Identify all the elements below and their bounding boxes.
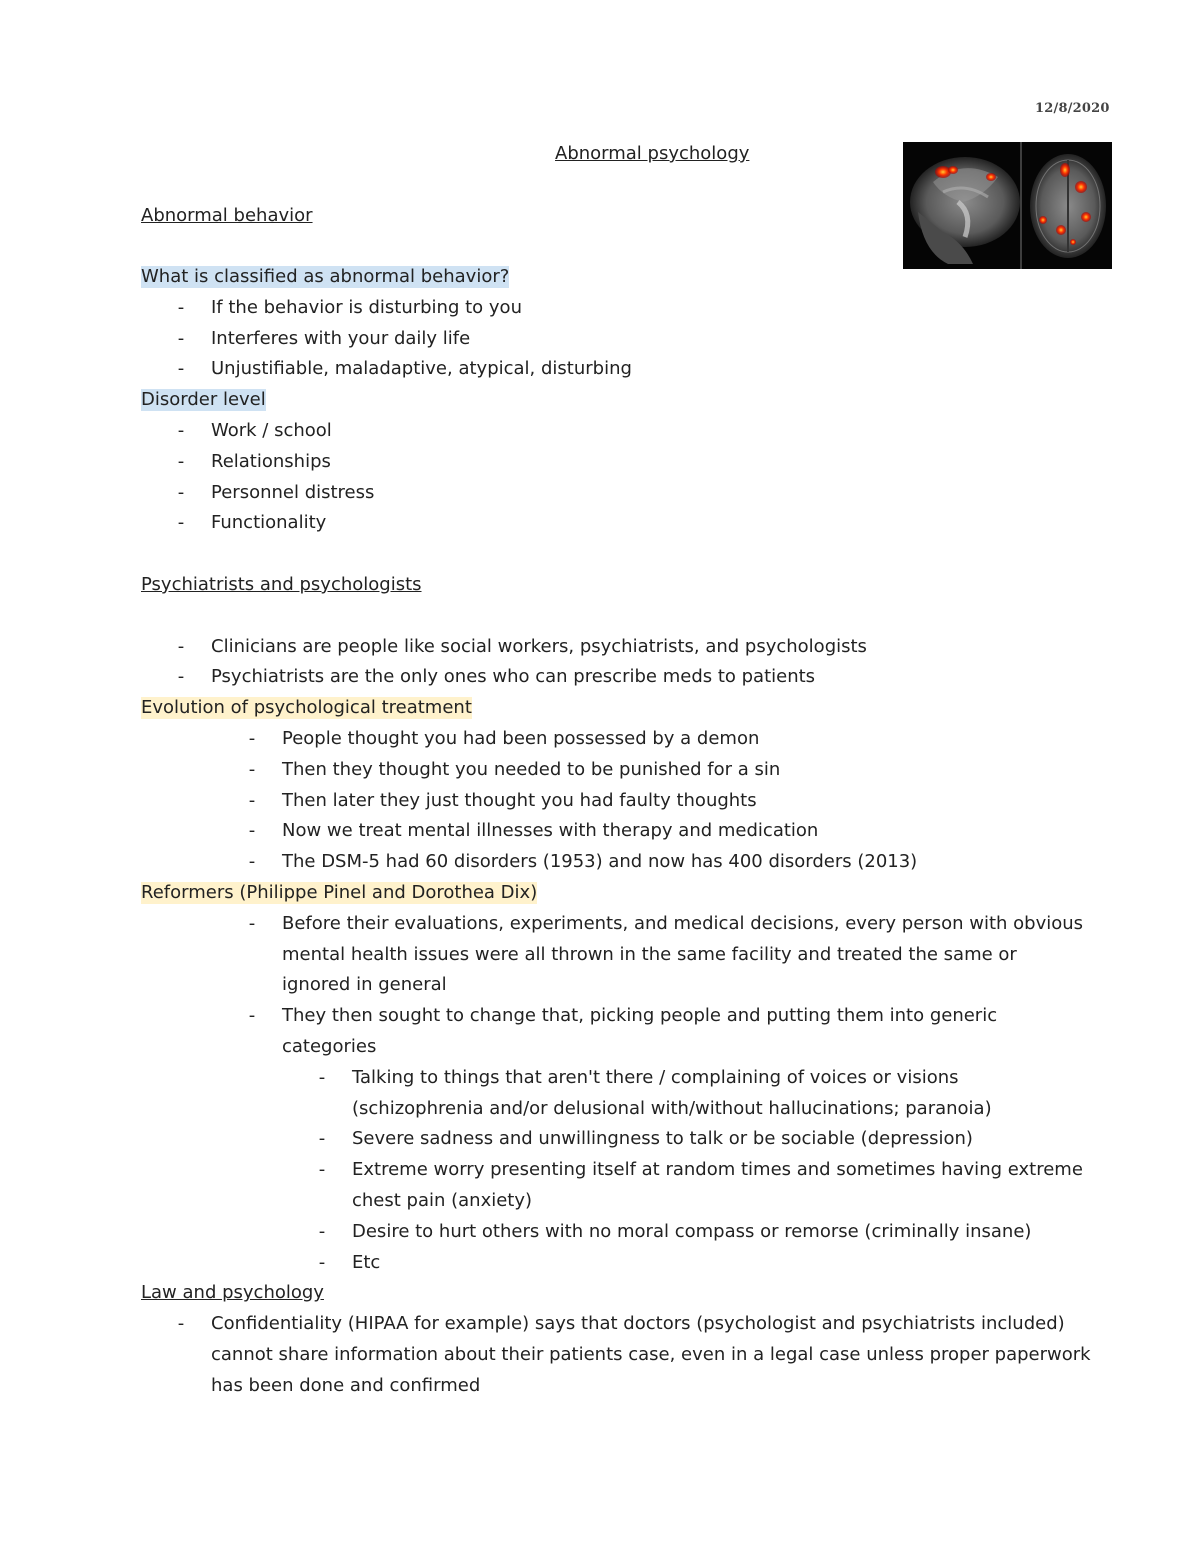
bullet-dash: - [177, 512, 185, 534]
list-item-text: Now we treat mental illnesses with therapy and medication [282, 820, 819, 842]
bullet-dash: - [177, 481, 185, 503]
list-item-text: Etc [352, 1251, 381, 1273]
list-item-text: Talking to things that aren't there / complaining of voices or visions [352, 1066, 959, 1088]
bullet-dash: - [318, 1066, 326, 1088]
bullet-dash: - [177, 666, 185, 688]
list-item-text: cannot share information about their patients case, even in a legal case unless proper paperwork [211, 1343, 1091, 1365]
list-item-text: Functionality [211, 512, 327, 534]
list-item-text: mental health issues were all thrown in the same facility and treated the same or [282, 943, 1017, 965]
list-item-text: They then sought to change that, picking people and putting them into generic [282, 1005, 998, 1027]
list-item-text: Then later they just thought you had faulty thoughts [282, 789, 757, 811]
bullet-dash: - [177, 1313, 185, 1335]
section-heading-evolution: Evolution of psychological treatment [141, 697, 472, 719]
bullet-dash: - [248, 851, 256, 873]
bullet-dash: - [177, 450, 185, 472]
section-heading-law: Law and psychology [141, 1282, 324, 1304]
list-item-text: Extreme worry presenting itself at random times and sometimes having extreme [352, 1159, 1083, 1181]
section-heading-psychiatrists: Psychiatrists and psychologists [141, 574, 422, 595]
list-item-text: Before their evaluations, experiments, and medical decisions, every person with obvious [282, 912, 1084, 934]
document-title: Abnormal psychology [555, 143, 750, 164]
section-heading-what-is: What is classified as abnormal behavior? [141, 266, 510, 287]
list-item-text: If the behavior is disturbing to you [211, 296, 522, 318]
list-item-text: chest pain (anxiety) [352, 1189, 533, 1211]
bullet-dash: - [248, 912, 256, 934]
bullet-dash: - [248, 758, 256, 780]
list-item-text: Severe sadness and unwillingness to talk or be sociable (depression) [352, 1128, 973, 1150]
bullet-dash: - [248, 728, 256, 749]
list-item-text: has been done and confirmed [211, 1374, 481, 1396]
bullet-dash: - [177, 327, 185, 349]
section-heading-abnormal-behavior: Abnormal behavior [141, 205, 313, 226]
list-item-text: Personnel distress [211, 481, 375, 503]
brain-scan-image [903, 142, 1112, 269]
list-item-text: Unjustifiable, maladaptive, atypical, disturbing [211, 358, 632, 380]
bullet-dash: - [318, 1159, 326, 1181]
list-item-text: Interferes with your daily life [211, 327, 471, 349]
list-item-text: People thought you had been possessed by a demon [282, 728, 760, 749]
section-heading-disorder-level: Disorder level [141, 389, 266, 411]
bullet-dash: - [248, 1005, 256, 1027]
section-heading-reformers: Reformers (Philippe Pinel and Dorothea Dix) [141, 882, 538, 903]
list-item-text: Psychiatrists are the only ones who can prescribe meds to patients [211, 666, 816, 688]
bullet-dash: - [177, 296, 185, 318]
list-item-text: Relationships [211, 450, 331, 472]
bullet-dash: - [318, 1251, 326, 1273]
list-item-text: Work / school [211, 420, 332, 441]
bullet-dash: - [248, 789, 256, 811]
list-item-text: ignored in general [282, 974, 447, 996]
list-item-text: Desire to hurt others with no moral compass or remorse (criminally insane) [352, 1220, 1032, 1242]
list-item-text: The DSM-5 had 60 disorders (1953) and now has 400 disorders (2013) [282, 851, 918, 873]
document-date: 12/8/2020 [1035, 101, 1110, 116]
list-item-text: Clinicians are people like social workers, psychiatrists, and psychologists [211, 635, 867, 657]
list-item-text: Confidentiality (HIPAA for example) says that doctors (psychologist and psychiatrists included) [211, 1313, 1065, 1335]
bullet-dash: - [177, 420, 185, 441]
bullet-dash: - [177, 635, 185, 657]
list-item-text: (schizophrenia and/or delusional with/without hallucinations; paranoia) [352, 1097, 992, 1119]
bullet-dash: - [177, 358, 185, 380]
bullet-dash: - [318, 1128, 326, 1150]
list-item-text: Then they thought you needed to be punished for a sin [282, 758, 781, 780]
bullet-dash: - [248, 820, 256, 842]
bullet-dash: - [318, 1220, 326, 1242]
list-item-text: categories [282, 1035, 377, 1057]
